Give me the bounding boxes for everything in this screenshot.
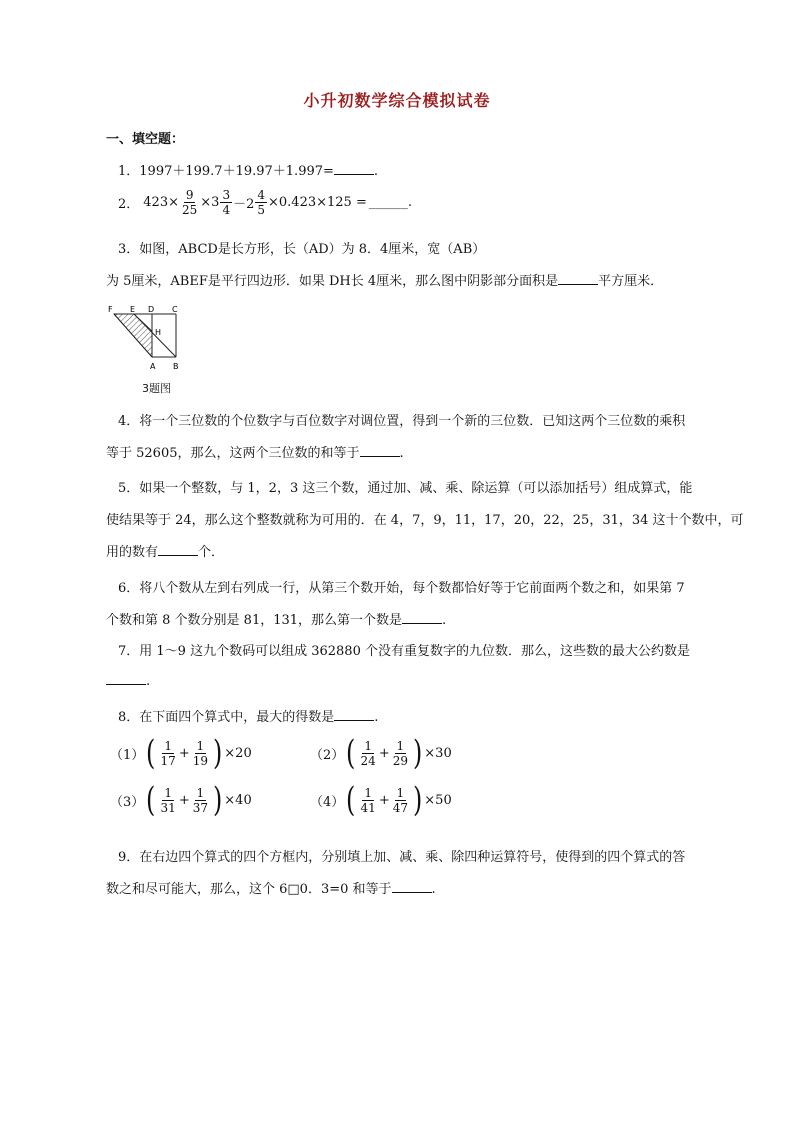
label-b: B	[173, 362, 179, 371]
fraction	[191, 786, 210, 815]
q3-text: 为 5厘米，ABEF是平行四边形．如果 DH长 4厘米，那么图中阴影部分面积是	[106, 274, 559, 289]
numerator: 1	[196, 738, 205, 753]
question-6-line-1: 6．将八个数从左到右列成一行，从第三个数开始，每个数都恰好等于它前面两个数之和，如果第 7	[118, 581, 685, 596]
q2-fraction-1	[180, 188, 199, 217]
question-5-line-2: 使结果等于 24，那么这个整数就称为可用的．在 4，7，9，11，17，20，22，25，31，34 这十个数中，可	[106, 513, 744, 528]
section-heading: 一、填空题：	[106, 132, 185, 147]
multiplier: ×50	[424, 792, 452, 808]
numerator: 4	[257, 188, 266, 202]
numerator: 1	[164, 738, 172, 753]
plus-sign: +	[378, 745, 390, 761]
q1-text: 1．1997＋199.7＋19.97＋1.997=	[118, 164, 334, 179]
q9-text: 数之和尽可能大，那么，这个 6□0．3=0 和等于	[106, 882, 392, 897]
q1-end: .	[373, 164, 379, 179]
denominator: 24	[360, 753, 376, 768]
plus-sign: +	[178, 745, 190, 761]
question-7-line-1: 7．用 1～9 这九个数码可以组成 362880 个没有重复数字的九位数．那么，这些数的最大公约数是	[118, 644, 690, 659]
label-a: A	[150, 362, 156, 371]
q8-end: .	[374, 710, 379, 725]
numerator: 1	[164, 785, 172, 800]
denominator: 17	[160, 753, 176, 768]
denominator: 4	[222, 203, 231, 217]
option-label: （2）	[310, 747, 345, 763]
right-paren: )	[213, 733, 223, 773]
q6-text: 个数和第 8 个数分别是 81，131，那么第一个数是	[106, 613, 403, 628]
numerator: 1	[396, 738, 405, 753]
question-7-line-2	[106, 672, 150, 689]
denominator: 47	[392, 800, 409, 815]
denominator: 19	[192, 753, 209, 768]
question-3-line-2	[106, 270, 663, 289]
right-paren: )	[413, 780, 423, 820]
multiplier: ×30	[424, 745, 452, 761]
answer-blank[interactable]	[334, 708, 374, 721]
denominator: 25	[182, 203, 198, 217]
question-9-line-1: 9．在右边四个算式的四个方框内，分别填上加、减、乘、除四种运算符号，使得到的四个算式的答	[118, 850, 686, 865]
label-c: C	[172, 305, 178, 314]
numerator: 1	[196, 785, 205, 800]
right-paren: )	[213, 780, 223, 820]
left-paren: (	[146, 780, 156, 820]
numerator: 1	[364, 738, 372, 753]
answer-blank[interactable]	[402, 611, 442, 624]
plus-sign: +	[178, 792, 190, 808]
answer-blank[interactable]	[558, 272, 598, 285]
label-e: E	[130, 305, 136, 314]
question-3-line-1: 3．如图，ABCD是长方形，长（AD）为 8．4厘米，宽（AB）	[118, 242, 486, 257]
answer-blank[interactable]	[158, 543, 198, 556]
question-1	[118, 160, 378, 179]
q5-text: 用的数有	[106, 545, 159, 560]
question-4-line-1: 4．将一个三位数的个位数字与百位数字对调位置，得到一个新的三位数．已知这两个三位数的乘积	[118, 414, 686, 429]
q7-end: .	[146, 674, 151, 689]
numerator: 1	[396, 785, 405, 800]
denominator: 41	[360, 800, 376, 815]
option-label: （1）	[110, 747, 145, 763]
q8-option-4	[310, 780, 452, 820]
numerator: 9	[185, 188, 194, 202]
answer-blank[interactable]: ______	[368, 195, 408, 210]
q2-fraction-2	[220, 188, 232, 217]
numerator: 3	[222, 188, 231, 202]
q2-label: 2．	[118, 197, 140, 212]
label-h: H	[155, 328, 162, 337]
question-5-line-1: 5．如果一个整数，与 1，2，3 这三个数，通过加、减、乘、除运算（可以添加括号）组成算式，能	[118, 481, 693, 496]
question-2	[118, 188, 412, 217]
numerator: 1	[364, 785, 372, 800]
answer-blank[interactable]	[334, 162, 374, 175]
q2-end: .	[407, 195, 412, 210]
question-6-line-2	[106, 609, 446, 628]
option-label: （3）	[110, 794, 145, 810]
fraction	[359, 739, 378, 768]
denominator: 31	[160, 800, 176, 815]
label-d: D	[148, 305, 155, 314]
q4-text: 等于 52605，那么，这两个三位数的和等于	[106, 446, 360, 461]
fraction	[159, 739, 178, 768]
answer-blank[interactable]	[360, 444, 400, 457]
q8-option-1	[110, 733, 252, 773]
option-label: （4）	[310, 794, 345, 810]
multiplier: ×20	[224, 745, 252, 761]
question-5-line-3	[106, 541, 224, 560]
fraction	[359, 786, 378, 815]
fraction	[159, 786, 178, 815]
left-paren: (	[146, 733, 156, 773]
q2-term-a: 423×	[143, 195, 179, 210]
q2-term-d: ×0.423×125 =	[268, 195, 367, 210]
q9-end: .	[431, 882, 436, 897]
fraction	[391, 739, 410, 768]
label-f: F	[108, 305, 113, 314]
question-4-line-2	[106, 442, 404, 461]
answer-blank[interactable]	[392, 880, 432, 893]
q5-unit: 个．	[198, 545, 225, 560]
geometry-figure	[106, 302, 186, 380]
page-title: 小升初数学综合模拟试卷	[303, 91, 491, 110]
q8-option-3	[110, 780, 252, 820]
figure-caption: 3题图	[142, 382, 171, 395]
left-paren: (	[346, 780, 356, 820]
fraction	[391, 786, 410, 815]
right-paren: )	[413, 733, 423, 773]
q4-end: .	[399, 446, 404, 461]
denominator: 29	[392, 753, 409, 768]
q3-unit: 平方厘米．	[598, 274, 664, 289]
denominator: 5	[257, 203, 266, 217]
q2-term-b: ×3	[200, 195, 220, 210]
answer-blank[interactable]	[106, 672, 146, 685]
q2-fraction-3	[255, 188, 267, 217]
multiplier: ×40	[224, 792, 252, 808]
question-8-line-1	[118, 706, 378, 725]
q8-text: 8．在下面四个算式中，最大的得数是	[118, 710, 335, 725]
left-paren: (	[346, 733, 356, 773]
q6-end: .	[442, 613, 447, 628]
denominator: 37	[192, 800, 209, 815]
q8-option-2	[310, 733, 452, 773]
fraction	[191, 739, 210, 768]
question-9-line-2	[106, 878, 436, 897]
q2-term-c: －2	[233, 197, 255, 212]
plus-sign: +	[378, 792, 390, 808]
